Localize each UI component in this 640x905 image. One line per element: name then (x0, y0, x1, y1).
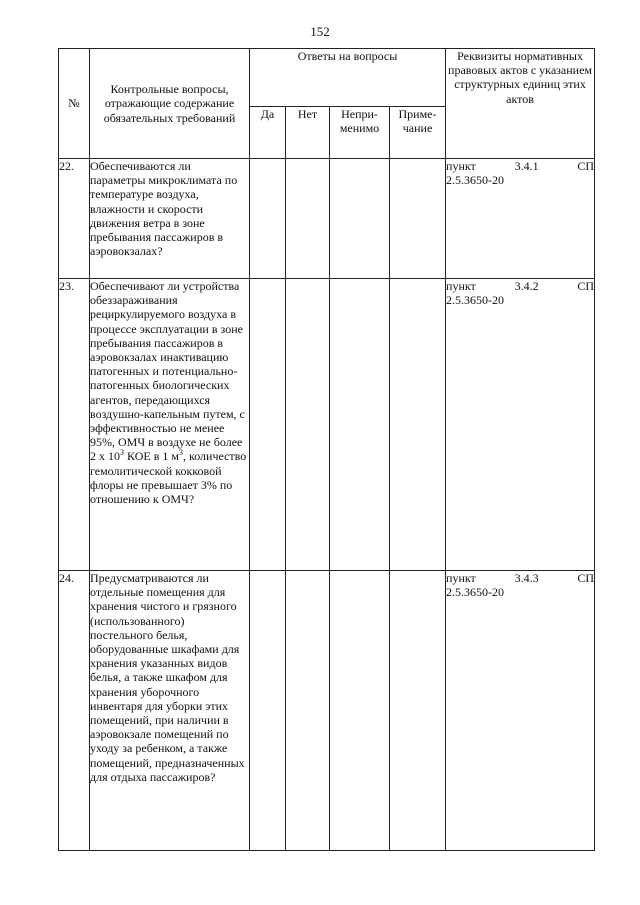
table-row (59, 571, 595, 851)
reference-code: СП (577, 159, 595, 173)
header-answers: Ответы на вопросы (250, 49, 446, 107)
row-reference (446, 159, 595, 279)
row-number: 22. (59, 159, 90, 279)
reference-clause: 3.4.3 (514, 571, 539, 585)
reference-clause: 3.4.1 (514, 159, 539, 173)
header-reference: Реквизиты нормативных правовых актов с указанием структурных единиц этих актов (446, 49, 595, 159)
answer-yes-cell[interactable] (250, 279, 286, 571)
reference-code: СП (577, 279, 595, 293)
row-reference (446, 571, 595, 851)
answer-note-cell[interactable] (390, 571, 446, 851)
row-number: 23. (59, 279, 90, 571)
question-text-part3: , количество гемолитической кокковой флоры не превышает 3% по отношению к ОМЧ? (90, 449, 247, 507)
superscript-cubic: 3 (178, 448, 183, 458)
header-note-line1: Приме- (398, 107, 437, 121)
answer-no-cell[interactable] (286, 159, 330, 279)
header-question: Контрольные вопросы, отражающие содержание обязательных требований (90, 49, 250, 159)
reference-clause: 3.4.2 (514, 279, 539, 293)
answer-note-cell[interactable] (390, 159, 446, 279)
header-not-applicable (330, 107, 390, 159)
header-note-line2: чание (402, 121, 433, 136)
table-row (59, 279, 595, 571)
reference-line (446, 571, 594, 585)
reference-number: 2.5.3650-20 (446, 293, 505, 308)
row-question (90, 279, 250, 571)
answer-no-cell[interactable] (286, 279, 330, 571)
page-number: 152 (310, 24, 330, 39)
reference-word: пункт (446, 571, 476, 585)
row-question: Предусматриваются ли отдельные помещения для хранения чистого и грязного (использованного) постельного белья, оборудованные шкафами для хранения указанных видов белья, а также шкафом для хранения уборочного инвентаря для уборки этих помещений, при наличии в аэровокзале помещений по уходу за ребенком, а также помещений, предназначенных для отдыха пассажиров? (90, 571, 250, 851)
row-number: 24. (59, 571, 90, 851)
header-no: Нет (286, 107, 330, 159)
question-text-part1: Обеспечивают ли устройства обеззараживания рециркулируемого воздуха в процессе эксплуатации в зоне пребывания пассажиров в аэровокзалах инактивацию патогенных и потенциально-патогенных биологических агентов, передающихся воздушно-капельным путем, с эффективностью не менее 95%, ОМЧ в воздухе не более 2 x 10 (90, 279, 245, 464)
table-header-row (59, 49, 595, 107)
header-not-applicable-line1: Непри- (341, 107, 378, 121)
header-note (390, 107, 446, 159)
answer-no-cell[interactable] (286, 571, 330, 851)
answer-not-applicable-cell[interactable] (330, 279, 390, 571)
reference-line (446, 159, 594, 173)
header-yes: Да (250, 107, 286, 159)
requirements-table (58, 48, 595, 851)
reference-number: 2.5.3650-20 (446, 585, 505, 600)
answer-yes-cell[interactable] (250, 159, 286, 279)
superscript-exponent: 3 (120, 448, 124, 458)
table-row (59, 159, 595, 279)
question-text-part2: КОЕ в 1 м (124, 449, 179, 464)
header-num: № (59, 49, 90, 159)
answer-yes-cell[interactable] (250, 571, 286, 851)
answer-note-cell[interactable] (390, 279, 446, 571)
reference-number: 2.5.3650-20 (446, 173, 505, 188)
row-reference (446, 279, 595, 571)
reference-line (446, 279, 594, 293)
reference-word: пункт (446, 159, 476, 173)
reference-word: пункт (446, 279, 476, 293)
answer-not-applicable-cell[interactable] (330, 159, 390, 279)
reference-code: СП (577, 571, 595, 585)
header-not-applicable-line2: менимо (339, 121, 380, 136)
row-question: Обеспечиваются ли параметры микроклимата по температуре воздуха, влажности и скорости движения ветра в зоне пребывания пассажиров в аэровокзалах? (90, 159, 250, 279)
answer-not-applicable-cell[interactable] (330, 571, 390, 851)
